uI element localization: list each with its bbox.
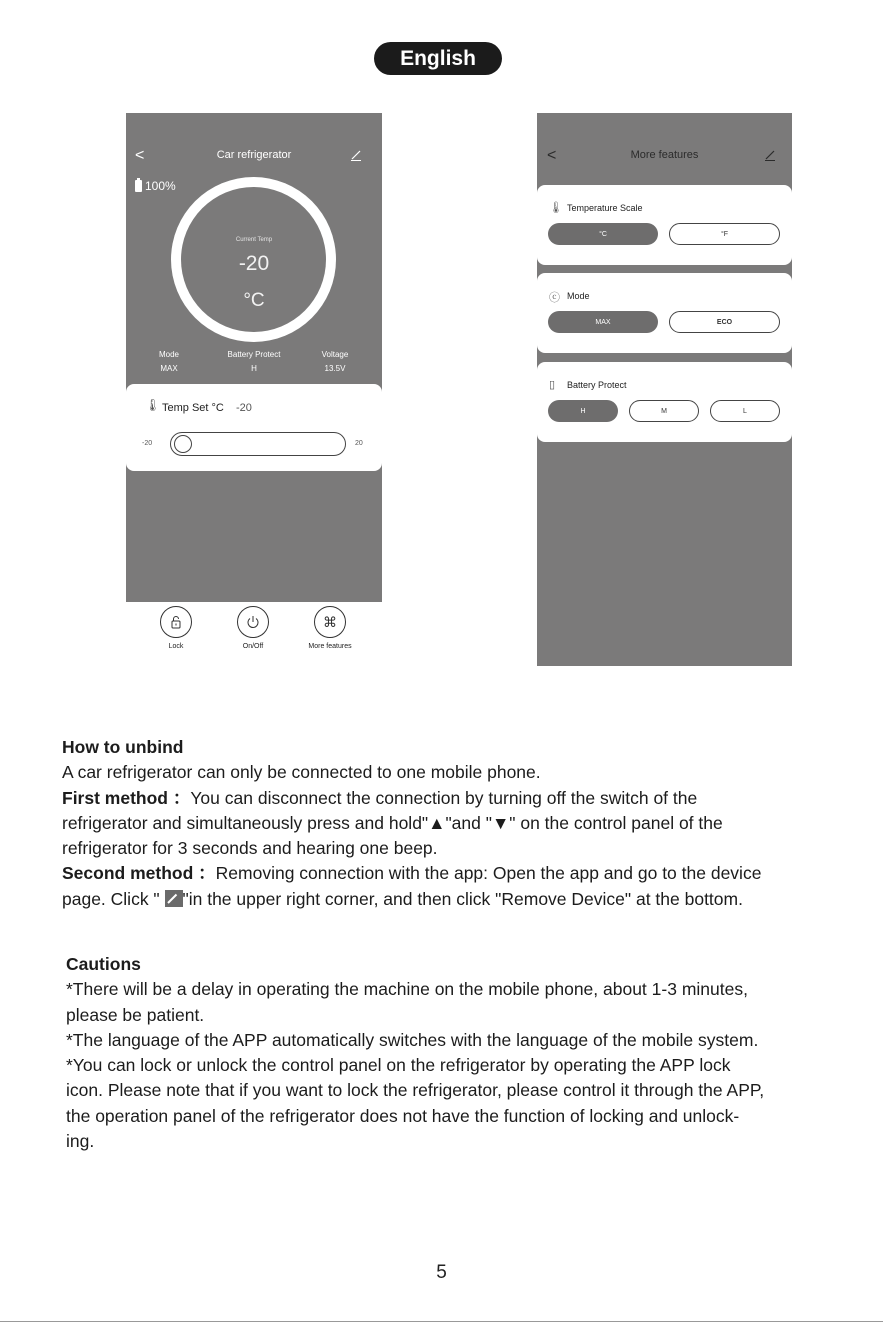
second-method-label: Second method: [62, 863, 194, 884]
lock-button[interactable]: [141, 606, 211, 650]
battery-indicator: [135, 179, 176, 193]
first-method-line2: refrigerator and simultaneously press and hold"▲"and "▼" on the control panel of the: [62, 812, 723, 833]
top-bar: [126, 145, 382, 169]
mode-max-option[interactable]: MAX: [548, 311, 658, 333]
caution-line: *There will be a delay in operating the machine on the mobile phone, about 1-3 minutes,: [66, 979, 748, 1000]
unbind-section: [62, 735, 761, 912]
phone-screen-main: [126, 113, 382, 602]
thermometer-icon: 🌡︎: [145, 398, 161, 412]
power-button[interactable]: [218, 606, 288, 650]
edit-icon[interactable]: [764, 149, 776, 161]
temp-set-label: Temp Set °C: [162, 402, 224, 414]
stat-value: MAX: [160, 364, 178, 373]
unbind-heading: How to unbind: [62, 737, 184, 757]
stat-label: Battery Protect: [227, 350, 281, 359]
stat-label: Mode: [158, 350, 179, 359]
stat-label: Voltage: [321, 350, 349, 359]
language-badge: English: [374, 42, 502, 75]
slider-knob[interactable]: [174, 435, 192, 453]
stat-mode: [129, 350, 209, 373]
first-method-label: First method: [62, 787, 168, 808]
battery-level: 100%: [145, 179, 176, 193]
thermometer-icon: 🌡︎: [549, 202, 563, 214]
more-features-label: More features: [308, 643, 352, 650]
back-icon[interactable]: <: [135, 147, 145, 164]
screen-title: Car refrigerator: [216, 149, 292, 161]
mode-label: Mode: [567, 291, 590, 301]
temp-set-value: -20: [236, 402, 252, 414]
top-bar: [537, 145, 792, 169]
current-temp-unit: °C: [243, 290, 265, 311]
celsius-option[interactable]: °C: [548, 223, 658, 245]
mode-card: [537, 273, 792, 353]
current-temp-value: -20: [238, 252, 270, 275]
second-method-line1: Second method ：Removing connection with the app: Open the app and go to the device: [62, 863, 762, 884]
slider-max-label: 20: [355, 440, 363, 447]
mode-eco-option[interactable]: ECO: [669, 311, 780, 333]
caution-line: *The language of the APP automatically switches with the language of the mobile system.: [66, 1029, 759, 1050]
fahrenheit-option[interactable]: °F: [669, 223, 780, 245]
stat-value: 13.5V: [324, 364, 346, 373]
slider-min-label: -20: [142, 440, 153, 447]
mode-icon: ⓒ: [549, 292, 560, 304]
temp-slider[interactable]: [170, 432, 346, 456]
caution-line: ing.: [66, 1131, 95, 1152]
stat-value: H: [251, 364, 257, 373]
cautions-section: [66, 952, 764, 1154]
battery-protect-card: [537, 362, 792, 442]
caution-line: the operation panel of the refrigerator does not have the function of locking and unlock-: [66, 1105, 740, 1126]
power-label: On/Off: [242, 643, 264, 650]
bottom-action-bar: [126, 606, 382, 666]
page-number: 5: [436, 1262, 447, 1283]
power-icon[interactable]: [237, 606, 269, 638]
caution-line: please be patient.: [66, 1004, 205, 1025]
phone-screen-more-features: [537, 113, 792, 666]
stat-battery-protect: [214, 350, 294, 373]
caution-line: icon. Please note that if you want to lock the refrigerator, please control it through the APP,: [66, 1080, 765, 1101]
temperature-scale-card: [537, 185, 792, 265]
battery-protect-l-option[interactable]: L: [710, 400, 780, 422]
cautions-heading: Cautions: [66, 954, 141, 974]
battery-protect-h-option[interactable]: H: [548, 400, 618, 422]
unbind-intro: A car refrigerator can only be connected to one mobile phone.: [62, 762, 541, 783]
bottom-rule: [0, 1321, 883, 1322]
battery-icon: [135, 180, 142, 192]
more-features-button[interactable]: [295, 606, 365, 650]
down-arrow-icon: ▼: [491, 812, 510, 833]
lock-label: Lock: [168, 643, 184, 650]
command-icon[interactable]: ⌘: [314, 606, 346, 638]
screen-title: More features: [630, 149, 699, 161]
up-arrow-icon: ▲: [428, 812, 446, 833]
stat-voltage: [295, 350, 375, 373]
second-method-line2: page. Click " "in the upper right corner, and then click "Remove Device" at the bottom.: [62, 888, 743, 909]
first-method-line1: First method ：You can disconnect the connection by turning off the switch of the: [62, 787, 698, 808]
caution-line: *You can lock or unlock the control panel on the refrigerator by operating the APP lock: [66, 1055, 731, 1076]
back-icon[interactable]: <: [547, 147, 557, 164]
lock-icon[interactable]: [160, 606, 192, 638]
temp-set-card: [126, 384, 382, 471]
battery-protect-icon: ▯: [549, 379, 556, 391]
edit-icon: [165, 890, 183, 907]
battery-protect-label: Battery Protect: [567, 380, 627, 390]
edit-icon[interactable]: [350, 149, 362, 161]
temperature-scale-label: Temperature Scale: [567, 203, 643, 213]
first-method-line3: refrigerator for 3 seconds and hearing one beep.: [62, 838, 438, 859]
battery-protect-m-option[interactable]: M: [629, 400, 699, 422]
current-temp-label: Current Temp: [235, 237, 273, 243]
